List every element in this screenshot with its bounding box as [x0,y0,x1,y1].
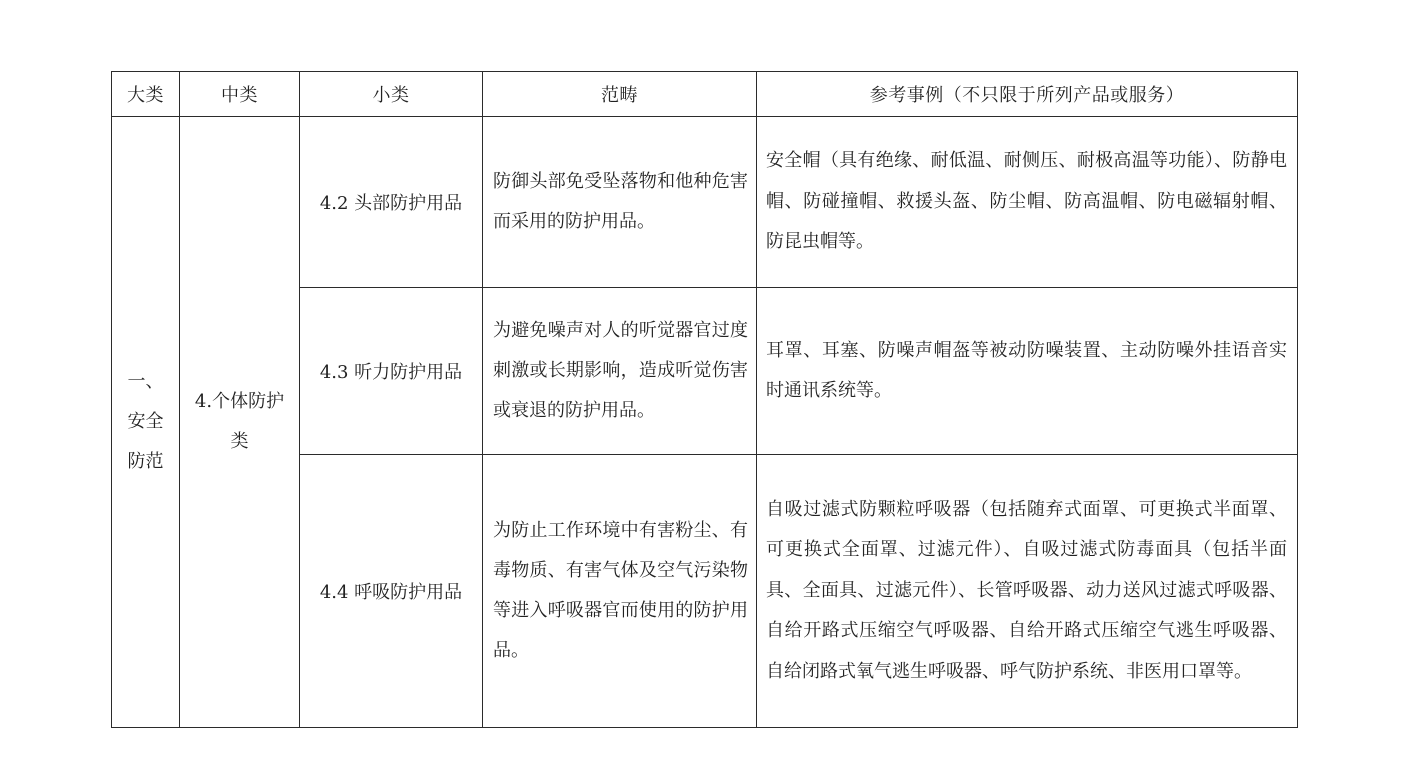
mid-category-line: 类 [230,431,249,452]
header-scope: 范畴 [483,72,757,117]
header-examples: 参考事例（不只限于所列产品或服务） [757,72,1298,117]
sub-category-cell: 4.2 头部防护用品 [300,117,483,288]
header-row [112,72,1298,117]
catalog-table [111,71,1298,728]
examples-cell: 自吸过滤式防颗粒呼吸器（包括随弃式面罩、可更换式半面罩、可更换式全面罩、过滤元件）、自吸过滤式防毒面具（包括半面具、全面具、过滤元件）、长管呼吸器、动力送风过滤式呼吸器、自给开路式压缩空气呼吸器、自给开路式压缩空气逃生呼吸器、自给闭路式氧气逃生呼吸器、呼气防护系统、非医用口罩等。 [757,455,1298,728]
table-row [112,117,1298,288]
sub-category-cell: 4.4 呼吸防护用品 [300,455,483,728]
major-category-line: 一、 [127,371,164,392]
major-category-line: 防范 [127,451,164,472]
header-major-category: 大类 [112,72,180,117]
header-mid-category: 中类 [180,72,300,117]
examples-cell: 耳罩、耳塞、防噪声帽盔等被动防噪装置、主动防噪外挂语音实时通讯系统等。 [757,288,1298,455]
sub-category-cell: 4.3 听力防护用品 [300,288,483,455]
major-category-line: 安全 [127,411,164,432]
mid-category-cell [180,117,300,728]
major-category-cell [112,117,180,728]
examples-cell: 安全帽（具有绝缘、耐低温、耐侧压、耐极高温等功能）、防静电帽、防碰撞帽、救援头盔、防尘帽、防高温帽、防电磁辐射帽、防昆虫帽等。 [757,117,1298,288]
scope-cell: 为避免噪声对人的听觉器官过度刺激或长期影响，造成听觉伤害或衰退的防护用品。 [483,288,757,455]
mid-category-line: 4.个体防护 [194,391,285,412]
scope-cell: 为防止工作环境中有害粉尘、有毒物质、有害气体及空气污染物等进入呼吸器官而使用的防护用品。 [483,455,757,728]
scope-cell: 防御头部免受坠落物和他种危害而采用的防护用品。 [483,117,757,288]
header-sub-category: 小类 [300,72,483,117]
